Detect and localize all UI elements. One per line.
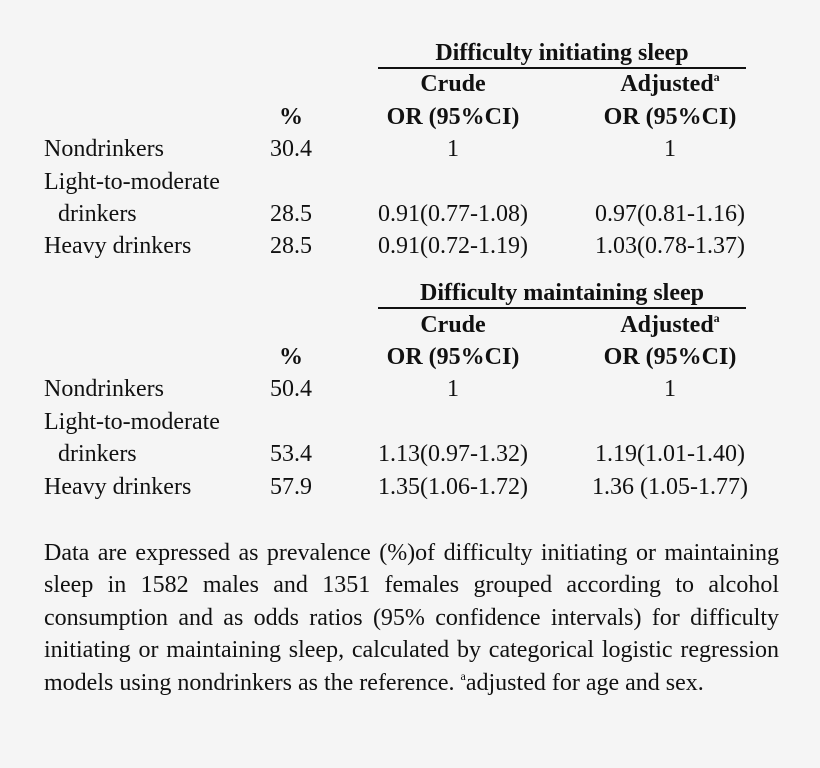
row-adjusted-or: 1.03(0.78-1.37) [595, 233, 745, 259]
group-title-maintaining: Difficulty maintaining sleep [419, 280, 704, 306]
adjusted-header-line2: OR (95%CI) [603, 104, 737, 130]
row-crude-or: 0.91(0.72-1.19) [378, 233, 528, 259]
adjusted-header-line1: Adjusted$^a$ [620, 70, 720, 97]
adjusted-header-line2: OR (95%CI) [603, 344, 737, 370]
row-label: Light-to-moderate [44, 169, 220, 195]
group-rule-initiating [378, 67, 746, 69]
row-pct: 28.5 [270, 233, 312, 259]
table-footnote [44, 537, 779, 699]
row-label: Nondrinkers [44, 376, 164, 402]
adjusted-footnote-mark: a [713, 70, 720, 84]
group-title-initiating: Difficulty initiating sleep [435, 40, 689, 66]
row-crude-or: 1.35(1.06-1.72) [378, 474, 528, 500]
row-adjusted-or: 0.97(0.81-1.16) [595, 201, 745, 227]
row-label: Heavy drinkers [44, 233, 192, 259]
footnote-body: Data are expressed as prevalence (%)of difficulty initiating or maintaining sleep in 1582 males and 1351 females grouped according to alcohol consumption and as odds ratios (95% confidence intervals) for difficulty initiating or maintaining sleep, calculated by categorical logistic regression models using nondrinkers as the reference. [44, 540, 779, 696]
row-pct: 57.9 [270, 474, 312, 500]
row-crude-or: 1.13(0.97-1.32) [378, 441, 528, 467]
crude-header-line2: OR (95%CI) [386, 104, 520, 130]
adjusted-footnote-mark: a [713, 311, 720, 325]
row-adjusted-or: 1 [664, 376, 676, 402]
pct-header: % [279, 104, 303, 130]
row-label: Nondrinkers [44, 136, 164, 162]
row-label: Heavy drinkers [44, 474, 192, 500]
row-adjusted-or: 1.19(1.01-1.40) [595, 441, 745, 467]
crude-header-line2: OR (95%CI) [386, 344, 520, 370]
row-label-continued: drinkers [58, 201, 137, 227]
row-crude-or: 1 [447, 376, 459, 402]
row-label: Light-to-moderate [44, 409, 220, 435]
row-crude-or: 1 [447, 136, 459, 162]
row-adjusted-or: 1.36 (1.05-1.77) [592, 474, 748, 500]
crude-header-line1: Crude [420, 71, 486, 97]
adjusted-header-line1: Adjusted$^a$ [620, 311, 720, 338]
row-crude-or: 0.91(0.77-1.08) [378, 201, 528, 227]
footnote-adjustment: adjusted for age and sex. [465, 669, 704, 696]
footnote-mark: a [460, 668, 466, 683]
row-pct: 50.4 [270, 376, 312, 402]
crude-header-line1: Crude [420, 312, 486, 338]
row-pct: 53.4 [270, 441, 312, 467]
row-label-continued: drinkers [58, 441, 137, 467]
row-adjusted-or: 1 [664, 136, 676, 162]
row-pct: 28.5 [270, 201, 312, 227]
group-rule-maintaining [378, 307, 746, 309]
row-pct: 30.4 [270, 136, 312, 162]
pct-header: % [279, 344, 303, 370]
